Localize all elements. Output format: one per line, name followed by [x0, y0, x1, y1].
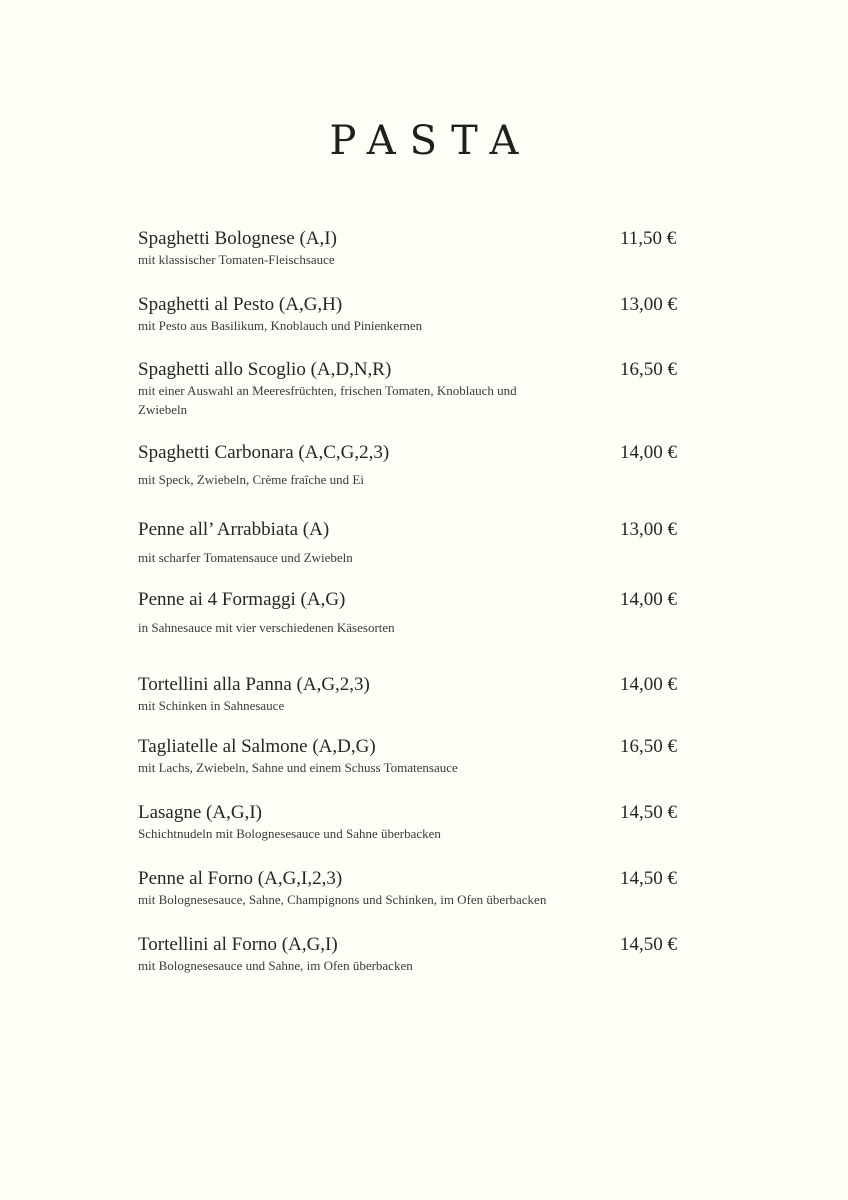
- item-name: Lasagne (A,G,I): [138, 802, 262, 823]
- item-name: Tortellini al Forno (A,G,I): [138, 934, 338, 955]
- item-price: 14,00 €: [620, 674, 677, 695]
- item-description: Schichtnudeln mit Bolognesesauce und Sahne überbacken: [138, 826, 441, 841]
- item-description: mit Lachs, Zwiebeln, Sahne und einem Schuss Tomatensauce: [138, 760, 458, 775]
- item-description: mit Bolognesesauce, Sahne, Champignons und Schinken, im Ofen überbacken: [138, 892, 547, 907]
- item-name: Tortellini alla Panna (A,G,2,3): [138, 674, 370, 695]
- item-name: Spaghetti allo Scoglio (A,D,N,R): [138, 359, 392, 380]
- item-name: Penne all’ Arrabbiata (A): [138, 519, 330, 540]
- item-description: mit Pesto aus Basilikum, Knoblauch und Pinienkernen: [138, 318, 423, 333]
- item-description: mit Speck, Zwiebeln, Crème fraîche und Ei: [138, 472, 364, 487]
- item-price: 14,50 €: [620, 934, 677, 955]
- item-description: mit scharfer Tomatensauce und Zwiebeln: [138, 550, 353, 565]
- item-price: 13,00 €: [620, 519, 677, 540]
- item-name: Spaghetti al Pesto (A,G,H): [138, 294, 343, 315]
- item-description: in Sahnesauce mit vier verschiedenen Käsesorten: [138, 620, 395, 635]
- item-name: Penne al Forno (A,G,I,2,3): [138, 868, 343, 889]
- item-price: 14,50 €: [620, 868, 677, 889]
- item-price: 16,50 €: [620, 736, 677, 757]
- item-price: 11,50 €: [620, 228, 677, 249]
- item-name: Penne ai 4 Formaggi (A,G): [138, 589, 346, 610]
- item-price: 14,00 €: [620, 442, 677, 463]
- item-name: Spaghetti Carbonara (A,C,G,2,3): [138, 442, 390, 463]
- item-description: mit einer Auswahl an Meeresfrüchten, frischen Tomaten, Knoblauch und Zwiebeln: [138, 383, 517, 417]
- item-description: mit Schinken in Sahnesauce: [138, 698, 285, 713]
- item-price: 14,00 €: [620, 589, 677, 610]
- item-price: 16,50 €: [620, 359, 677, 380]
- item-price: 14,50 €: [620, 802, 677, 823]
- item-price: 13,00 €: [620, 294, 677, 315]
- item-name: Tagliatelle al Salmone (A,D,G): [138, 736, 376, 757]
- item-description: mit Bolognesesauce und Sahne, im Ofen überbacken: [138, 958, 413, 973]
- item-description: mit klassischer Tomaten-Fleischsauce: [138, 252, 335, 267]
- item-name: Spaghetti Bolognese (A,I): [138, 228, 337, 249]
- page-title: PASTA: [329, 118, 533, 164]
